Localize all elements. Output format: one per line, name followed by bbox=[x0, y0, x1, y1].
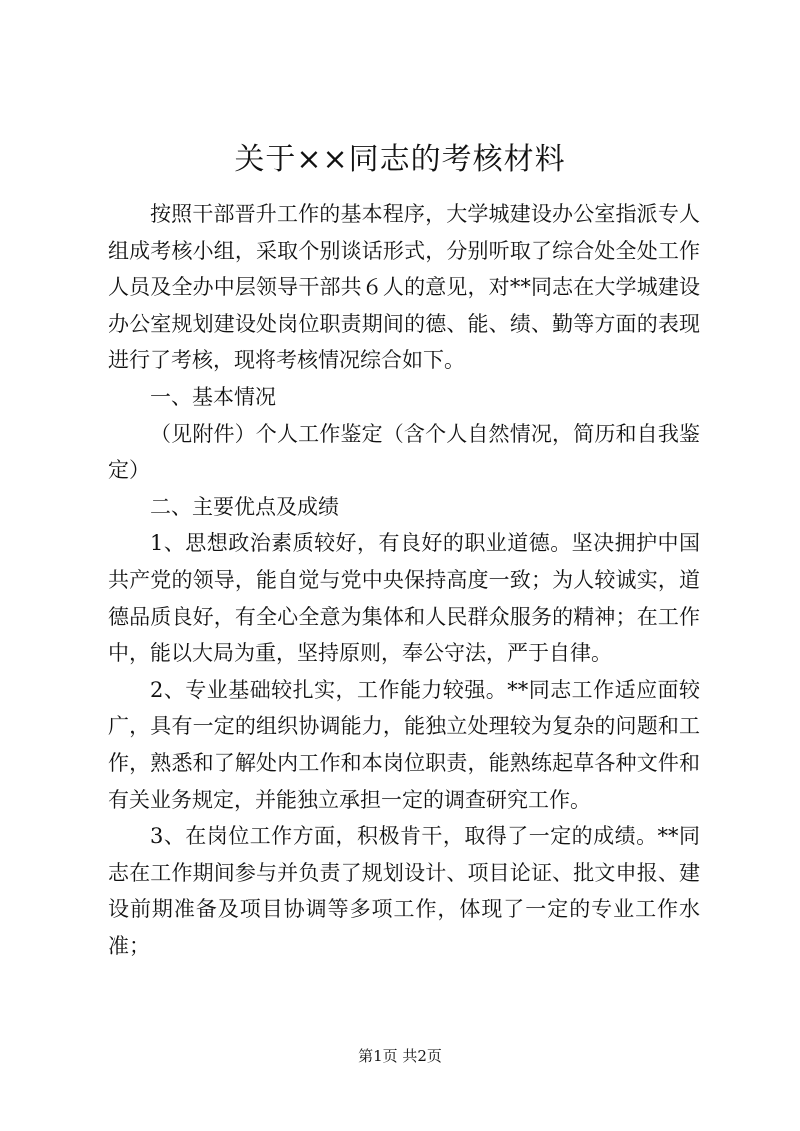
paragraph-point-2: 2、专业基础较扎实，工作能力较强。**同志工作适应面较广，具有一定的组织协调能力，能独立处理较为复杂的问题和工作，熟悉和了解处内工作和本岗位职责，能熟练起草各种文件和有关业务规定，并能独立承担一定的调查研究工作。 bbox=[108, 677, 700, 812]
section-heading-strengths: 二、主要优点及成绩 bbox=[150, 494, 339, 519]
paragraph-attachment-note: （见附件）个人工作鉴定（含个人自然情况，简历和自我鉴定） bbox=[108, 421, 700, 483]
document-body bbox=[108, 196, 700, 964]
section-heading-basic-info: 一、基本情况 bbox=[150, 384, 276, 409]
paragraph-intro: 按照干部晋升工作的基本程序，大学城建设办公室指派专人组成考核小组，采取个别谈话形式，分别听取了综合处全处工作人员及全办中层领导干部共６人的意见，对**同志在大学城建设办公室规划建设处岗位职责期间的德、能、绩、勤等方面的表现进行了考核，现将考核情况综合如下。 bbox=[108, 202, 700, 373]
paragraph-point-3: 3、在岗位工作方面，积极肯干，取得了一定的成绩。**同志在工作期间参与并负责了规划设计、项目论证、批文申报、建设前期准备及项目协调等多项工作，体现了一定的专业工作水准； bbox=[108, 824, 700, 958]
page-number-footer: 第1页 共2页 bbox=[358, 1047, 442, 1065]
document-title: 关于××同志的考核材料 bbox=[234, 142, 566, 177]
paragraph-point-1: 1、思想政治素质较好，有良好的职业道德。坚决拥护中国共产党的领导，能自觉与党中央保持高度一致；为人较诚实，道德品质良好，有全心全意为集体和人民群众服务的精神；在工作中，能以大局为重，坚持原则，奉公守法，严于自律。 bbox=[108, 531, 700, 666]
